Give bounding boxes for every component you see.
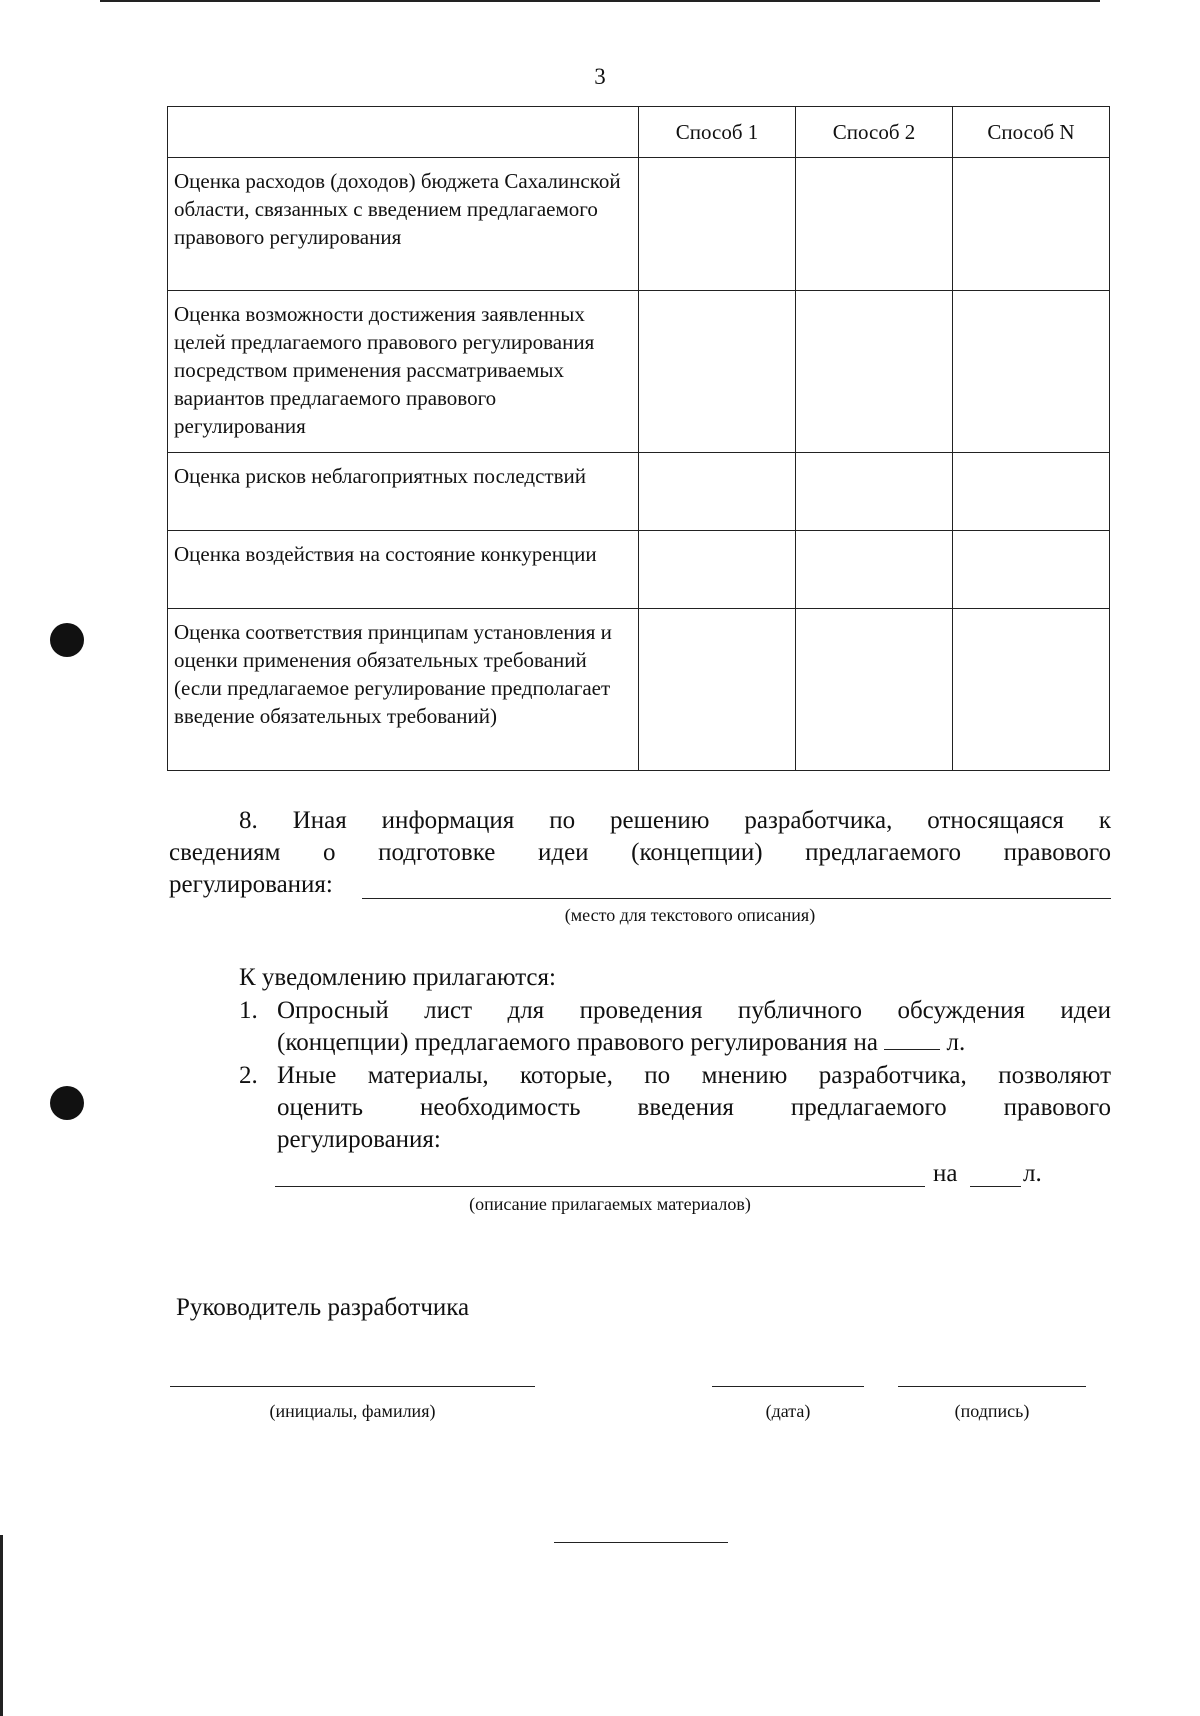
item2-line2: оценить необходимость введения предлагаемого правового [277, 1094, 1111, 1121]
table-cell [953, 291, 1110, 453]
date-line [712, 1386, 864, 1387]
row-label-budget: Оценка расходов (доходов) бюджета Сахалинской области, связанных с введением предлагаемого правового регулирования [168, 158, 639, 291]
row-label-requirements: Оценка соответствия принципам установления и оценки применения обязательных требований (если предлагаемое регулирование предполагает введение обязательных требований) [168, 609, 639, 771]
signature-caption: (подпись) [954, 1401, 1030, 1421]
materials-pages-prefix: на [933, 1160, 958, 1187]
table-row [168, 531, 1110, 609]
materials-description-line [275, 1186, 925, 1187]
table-row [168, 453, 1110, 531]
table-row [168, 291, 1110, 453]
signature-title: Руководитель разработчика [176, 1294, 470, 1321]
table-header-method-n: Способ N [953, 107, 1110, 158]
section8-line1: 8. Иная информация по решению разработчика, относящаяся к [239, 807, 1111, 834]
table-cell [796, 453, 953, 531]
table-cell [953, 609, 1110, 771]
attachments-heading: К уведомлению прилагаются: [239, 964, 556, 991]
item1-pages-suffix: л. [946, 1029, 966, 1056]
table-cell [639, 531, 796, 609]
row-label-competition: Оценка воздействия на состояние конкуренции [168, 531, 639, 609]
table-cell [639, 158, 796, 291]
end-of-document-rule [554, 1542, 728, 1543]
table-cell [796, 291, 953, 453]
table-cell [953, 158, 1110, 291]
punch-hole-mark [50, 1086, 84, 1120]
punch-hole-mark [50, 623, 84, 657]
name-line [170, 1386, 535, 1387]
item1-line2-wrap [277, 1027, 1111, 1059]
section8-line2: сведениям о подготовке идеи (концепции) предлагаемого правового [169, 839, 1111, 866]
table-cell [953, 453, 1110, 531]
comparison-table [167, 106, 1110, 771]
item1-line2: (концепции) предлагаемого правового регулирования на [277, 1029, 879, 1056]
section8-caption: (место для текстового описания) [564, 905, 816, 925]
table-cell [639, 453, 796, 531]
page-number: 3 [594, 64, 606, 89]
table-header-empty [168, 107, 639, 158]
table-row [168, 158, 1110, 291]
table-cell [796, 531, 953, 609]
table-header-row [168, 107, 1110, 158]
name-caption: (инициалы, фамилия) [269, 1401, 436, 1421]
materials-caption: (описание прилагаемых материалов) [469, 1194, 751, 1214]
table-cell [796, 158, 953, 291]
table-row [168, 609, 1110, 771]
section8-description-line [362, 898, 1111, 899]
date-caption: (дата) [765, 1401, 811, 1421]
item1-pages-blank [884, 1027, 940, 1050]
table-cell [639, 609, 796, 771]
table-cell [953, 531, 1110, 609]
materials-pages-suffix: л. [1023, 1160, 1042, 1187]
table-header-method-2: Способ 2 [796, 107, 953, 158]
table-cell [796, 609, 953, 771]
signature-line [898, 1386, 1086, 1387]
table-header-method-1: Способ 1 [639, 107, 796, 158]
row-label-goals: Оценка возможности достижения заявленных целей предлагаемого правового регулирования посредством применения рассматриваемых вариантов предлагаемого правового регулирования [168, 291, 639, 453]
item1-number: 1. [239, 997, 258, 1024]
scan-edge-top [100, 0, 1100, 2]
table-cell [639, 291, 796, 453]
item2-line1: Иные материалы, которые, по мнению разработчика, позволяют [277, 1062, 1111, 1089]
item1-line1: Опросный лист для проведения публичного обсуждения идеи [277, 997, 1111, 1024]
section8-line3: регулирования: [169, 871, 333, 898]
materials-pages-blank [970, 1186, 1021, 1187]
row-label-risks: Оценка рисков неблагоприятных последствий [168, 453, 639, 531]
scan-edge-left [0, 1535, 3, 1716]
item2-number: 2. [239, 1062, 258, 1089]
item2-line3: регулирования: [277, 1126, 441, 1153]
